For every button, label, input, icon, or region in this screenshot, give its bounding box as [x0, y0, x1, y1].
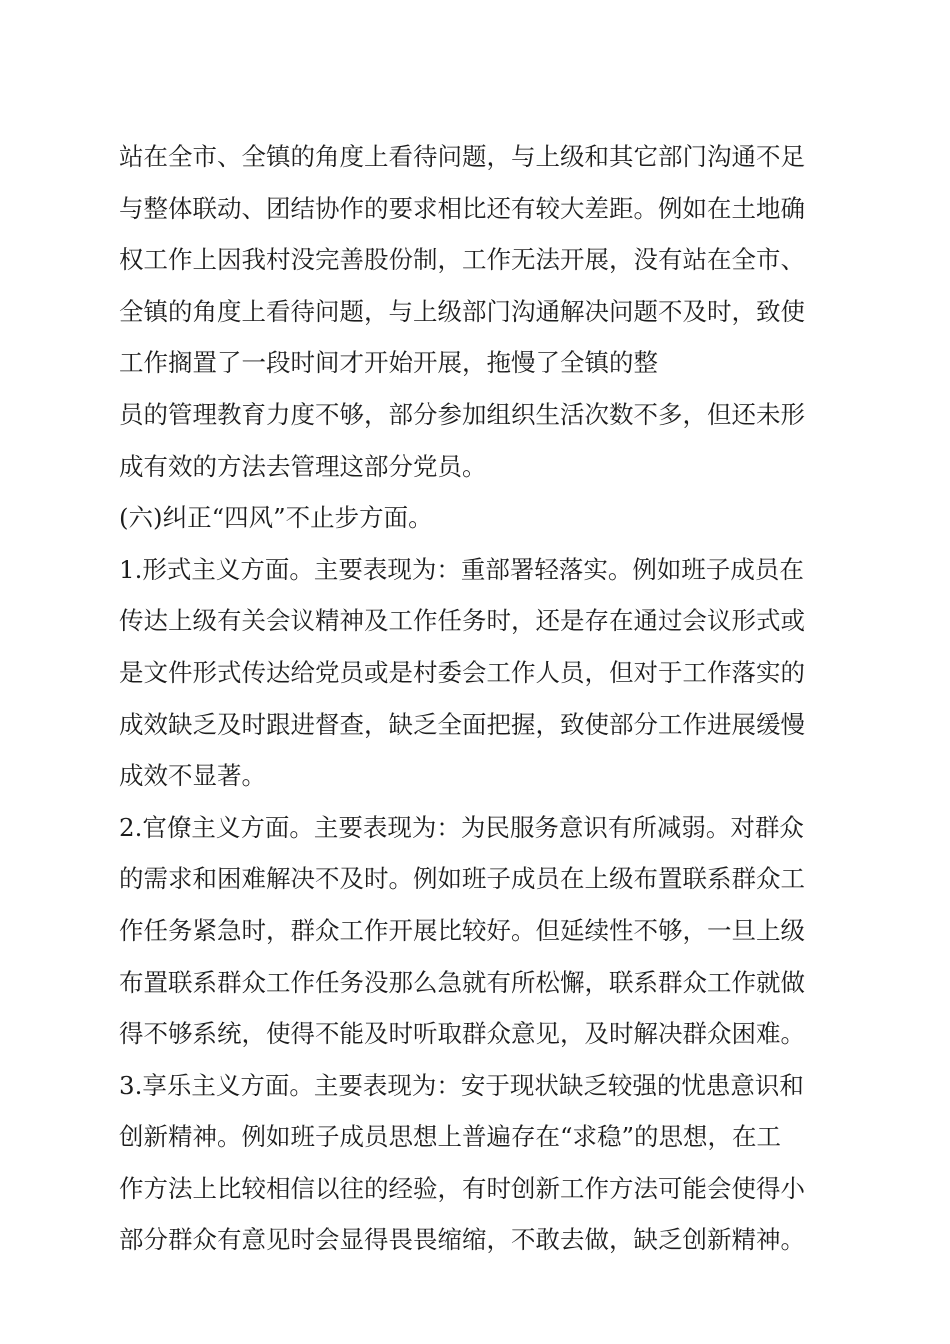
text-line: 创新精神。例如班子成员思想上普遍存在“求稳”的思想，在工 — [119, 1122, 782, 1152]
document-body — [119, 131, 839, 1266]
text-line: 成有效的方法去管理这部分党员。 — [119, 451, 487, 481]
text-line: 全镇的角度上看待问题，与上级部门沟通解决问题不及时，致使 — [119, 296, 805, 326]
section-heading: (六)纠正“四风”不止步方面。 — [119, 503, 433, 533]
text-line: 作方法上比较相信以往的经验，有时创新工作方法可能会使得小 — [119, 1173, 805, 1203]
text-line: 工作搁置了一段时间才开始开展，拖慢了全镇的整 — [119, 348, 658, 378]
text-line: 权工作上因我村没完善股份制，工作无法开展，没有站在全市、 — [119, 245, 805, 275]
text-line: 作任务紧急时，群众工作开展比较好。但延续性不够，一旦上级 — [119, 915, 805, 945]
text-line: 布置联系群众工作任务没那么急就有所松懈，联系群众工作就做 — [119, 967, 805, 997]
text-line: 2.官僚主义方面。主要表现为：为民服务意识有所减弱。对群众 — [119, 812, 804, 842]
text-line: 是文件形式传达给党员或是村委会工作人员，但对于工作落实的 — [119, 657, 805, 687]
text-line: 站在全市、全镇的角度上看待问题，与上级和其它部门沟通不足 — [119, 142, 805, 171]
text-line: 员的管理教育力度不够，部分参加组织生活次数不多，但还未形 — [119, 399, 805, 429]
text-line: 传达上级有关会议精神及工作任务时，还是存在通过会议形式或 — [119, 606, 805, 636]
text-line: 部分群众有意见时会显得畏畏缩缩，不敢去做，缺乏创新精神。 — [119, 1225, 805, 1255]
text-line: 3.享乐主义方面。主要表现为：安于现状缺乏较强的忧患意识和 — [119, 1070, 804, 1100]
text-line: 1.形式主义方面。主要表现为：重部署轻落实。例如班子成员在 — [119, 554, 804, 584]
text-line: 成效不显著。 — [119, 761, 266, 791]
text-line: 的需求和困难解决不及时。例如班子成员在上级布置联系群众工 — [119, 864, 805, 894]
text-line: 与整体联动、团结协作的要求相比还有较大差距。例如在土地确 — [119, 193, 805, 223]
text-line: 得不够系统，使得不能及时听取群众意见，及时解决群众困难。 — [119, 1019, 805, 1049]
text-line: 成效缺乏及时跟进督查，缺乏全面把握，致使部分工作进展缓慢 — [119, 709, 805, 739]
